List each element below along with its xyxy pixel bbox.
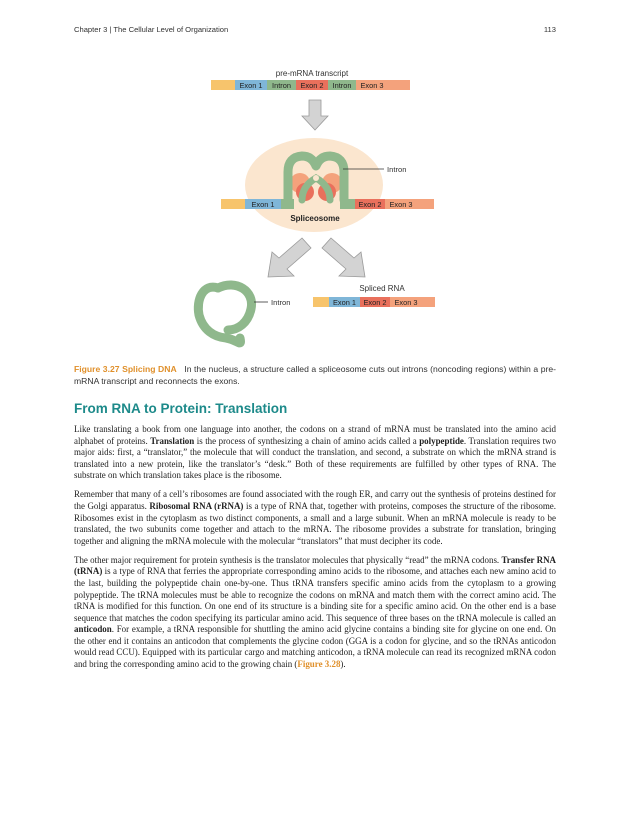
excised-intron-loop xyxy=(198,287,240,343)
spliced-exon2-label: Exon 2 xyxy=(363,298,387,307)
spliced-rna-label: Spliced RNA xyxy=(359,284,405,293)
term-anticodon: anticodon xyxy=(74,624,112,635)
body-text xyxy=(74,424,556,678)
premrna-intron-label-a: Intron xyxy=(272,81,291,90)
premrna-cap-5 xyxy=(211,80,235,90)
down-arrow-icon xyxy=(302,100,328,130)
premrna-tail-3 xyxy=(388,80,410,90)
excised-intron-label: Intron xyxy=(271,298,291,307)
spliceosome-exon1-label: Exon 1 xyxy=(251,200,275,209)
paragraph-3: The other major requirement for protein synthesis is the translator molecules that physically “read” the mRNA codons. Transfer RNA (tRNA) is a type of RNA that ferries the appropriate corresponding amino acids to the ribosome, and attaches each new amino acid to the last, building the polypeptide chain one-by-one. Thus tRNA transfers specific amino acids from the cytoplasm to a growing polypeptide. The tRNA molecules must be able to recognize the codons on mRNA and match them with the correct amino acid. The tRNA is modified for this function. On one end of its structure is a binding site for a specific amino acid. On the other end is a base sequence that matches the codon specifying its particular amino acid. This sequence of three bases on the tRNA molecule is called an anticodon. For example, a tRNA responsible for shuttling the amino acid glycine contains a binding site for glycine on one end. On the other end it contains an anticodon that complements the glycine codon (GGA is a codon for glycine, and so the tRNAs anticodon would read CCU). Equipped with its particular cargo and matching anticodon, a tRNA molecule can read its recognized mRNA codon and bring the corresponding amino acid to the growing chain (Figure 3.28). xyxy=(74,554,556,670)
term-translation: Translation xyxy=(150,435,195,446)
term-polypeptide: polypeptide xyxy=(419,435,464,446)
caption-label: Figure 3.27 Splicing DNA xyxy=(74,364,177,374)
spliceosome-exon2-label: Exon 2 xyxy=(358,200,382,209)
spliced-exon1-label: Exon 1 xyxy=(332,298,357,307)
spliced-exon3-label: Exon 3 xyxy=(394,298,418,307)
premrna-label: pre-mRNA transcript xyxy=(275,69,349,78)
premrna-exon2-label: Exon 2 xyxy=(300,81,324,90)
paragraph-1: Like translating a book from one language into another, the codons on a strand of mRNA must be translated into the amino acid alphabet of proteins. Translation is the process of synthesizing a chain of amino acids called a polypeptide. Translation requires two major aids: first, a “translator,” the molecule that will conduct the translation, and second, a substrate on which the mRNA strand is translated into a new protein, like the translator’s “desk.” Both of these requirements are fulfilled by other types of RNA. The substrate on which translation takes place is the ribosome. xyxy=(74,424,557,481)
splicing-figure xyxy=(0,0,630,360)
caption-text: In the nucleus, a structure called a spliceosome cuts out introns (noncoding regions) within a pre-mRNA transcript and reconnects the exons. xyxy=(74,364,556,386)
right-arrow-icon xyxy=(322,238,365,277)
spliceosome-label: Spliceosome xyxy=(290,214,340,223)
section-title: From RNA to Protein: Translation xyxy=(74,401,288,416)
figure-3-28-link[interactable]: Figure 3.28 xyxy=(297,659,341,670)
premrna-exon3-label: Exon 3 xyxy=(360,81,384,90)
term-trna: Transfer RNA (tRNA) xyxy=(74,554,556,577)
premrna-intron-label-b: Intron xyxy=(332,81,352,90)
premrna-exon1-label: Exon 1 xyxy=(239,81,263,90)
left-arrow-icon xyxy=(268,238,311,277)
page-number: 113 xyxy=(543,25,556,34)
running-header: Chapter 3 | The Cellular Level of Organization xyxy=(74,25,229,34)
paragraph-2: Remember that many of a cell’s ribosomes are found associated with the rough ER, and carry out the synthesis of proteins destined for the Golgi apparatus. Ribosomal RNA (rRNA) is a type of RNA that, together with proteins, composes the structure of the ribosome. Ribosomes exist in the cytoplasm as two distinct components, a small and a large subunit. When an mRNA molecule is ready to be translated, the two subunits come together and attach to the mRNA. The ribosome provides a substrate for translation, bringing together and aligning the mRNA molecule with the molecular “translators” that must decipher its code. xyxy=(74,489,556,546)
spliceosome-exon3-label: Exon 3 xyxy=(389,200,413,209)
intron-callout-label: Intron xyxy=(387,165,407,174)
splicing-diagram xyxy=(0,0,630,360)
figure-caption xyxy=(74,364,556,387)
term-rrna: Ribosomal RNA (rRNA) xyxy=(149,500,244,511)
